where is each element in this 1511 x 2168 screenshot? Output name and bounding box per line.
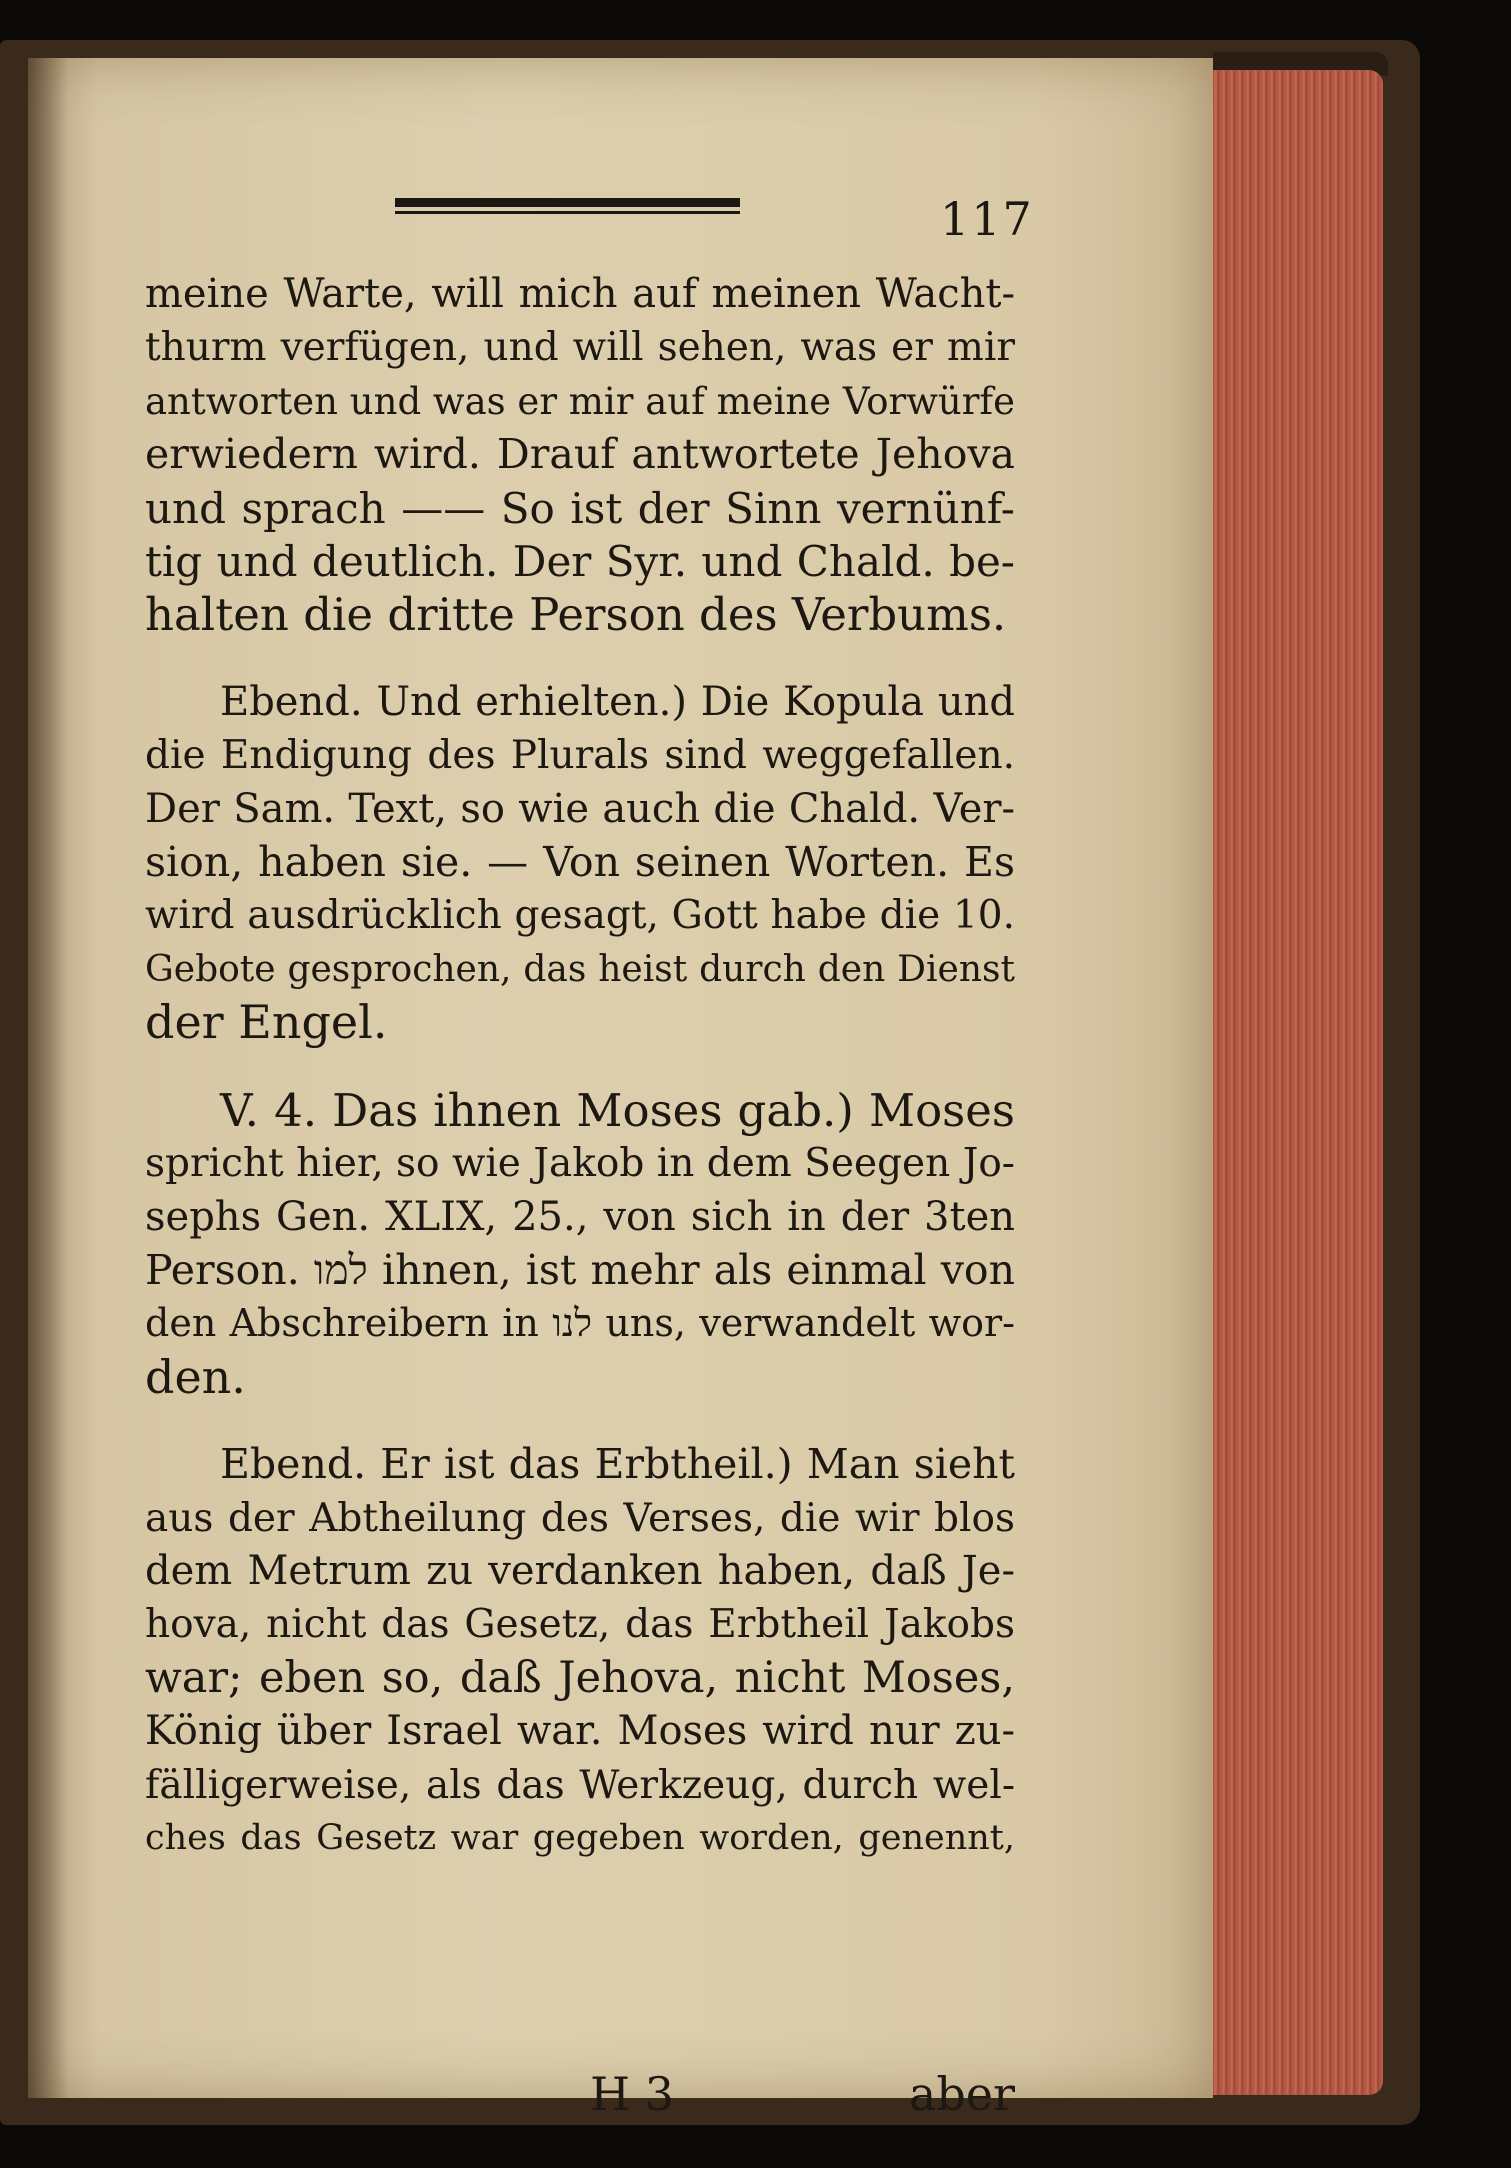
- text-line: wird ausdrücklich gesagt, Gott habe die 10.: [145, 893, 1015, 939]
- text-line: Ebend. Und erhielten.) Die Kopula und: [220, 678, 1015, 725]
- text-line: und sprach —— So ist der Sinn vernünf-: [145, 483, 1015, 533]
- text-line: Gebote gesprochen, das heist durch den Dienst: [145, 948, 1015, 990]
- signature-mark: H 3: [590, 2067, 675, 2121]
- text-line: tig und deutlich. Der Syr. und Chald. be-: [145, 537, 1015, 587]
- page-edges: [1213, 70, 1383, 2095]
- text-line: Person. למו ihnen, ist mehr als einmal von: [145, 1245, 1015, 1294]
- text-line: den Abschreibern in לנו uns, verwandelt wor-: [145, 1301, 1016, 1346]
- text-line: Ebend. Er ist das Erbtheil.) Man sieht: [220, 1440, 1015, 1489]
- text-line: die Endigung des Plurals sind weggefallen.: [145, 733, 1015, 779]
- text-line: dem Metrum zu verdanken haben, daß Je-: [145, 1547, 1015, 1594]
- spine-shadow: [28, 58, 68, 2098]
- text-line: halten die dritte Person des Verbums.: [145, 588, 1007, 642]
- paragraph-2: [145, 676, 1015, 1050]
- text-line: spricht hier, so wie Jakob in dem Seegen Jo-: [145, 1141, 1015, 1187]
- text-line: war; eben so, daß Jehova, nicht Moses,: [145, 1652, 1015, 1703]
- text-line: hova, nicht das Gesetz, das Erbtheil Jakobs: [145, 1602, 1015, 1648]
- text-line: den.: [145, 1349, 246, 1404]
- text-line: Der Sam. Text, so wie auch die Chald. Ver-: [145, 785, 1015, 832]
- text-line: meine Warte, will mich auf meinen Wacht-: [145, 271, 1015, 317]
- paragraph-3: [145, 1084, 1015, 1404]
- page-number: 117: [940, 192, 1034, 246]
- header-rule: [395, 198, 740, 218]
- text-line: ches das Gesetz war gegeben worden, genennt,: [145, 1817, 1015, 1858]
- text-line: fälligerweise, als das Werkzeug, durch wel-: [145, 1762, 1015, 1808]
- paragraph-1: [145, 268, 1015, 642]
- text-line: thurm verfügen, und will sehen, was er mir: [145, 325, 1015, 371]
- text-line: sion, haben sie. — Von seinen Worten. Es: [145, 838, 1015, 887]
- text-line: erwiedern wird. Drauf antwortete Jehova: [145, 430, 1015, 479]
- text-line: aus der Abtheilung des Verses, die wir blos: [145, 1495, 1015, 1541]
- text-line: König über Israel war. Moses wird nur zu-: [145, 1708, 1015, 1755]
- paragraph-4: [145, 1438, 1015, 1865]
- text-line: V. 4. Das ihnen Moses gab.) Moses: [220, 1083, 1015, 1137]
- catchword: aber: [908, 2067, 1015, 2121]
- page-footer: [145, 2067, 1015, 2127]
- text-line: sephs Gen. XLIX, 25., von sich in der 3ten: [145, 1193, 1015, 1240]
- text-line: der Engel.: [145, 995, 388, 1050]
- page-text: [145, 268, 1015, 1865]
- text-line: antworten und was er mir auf meine Vorwürfe: [145, 379, 1015, 423]
